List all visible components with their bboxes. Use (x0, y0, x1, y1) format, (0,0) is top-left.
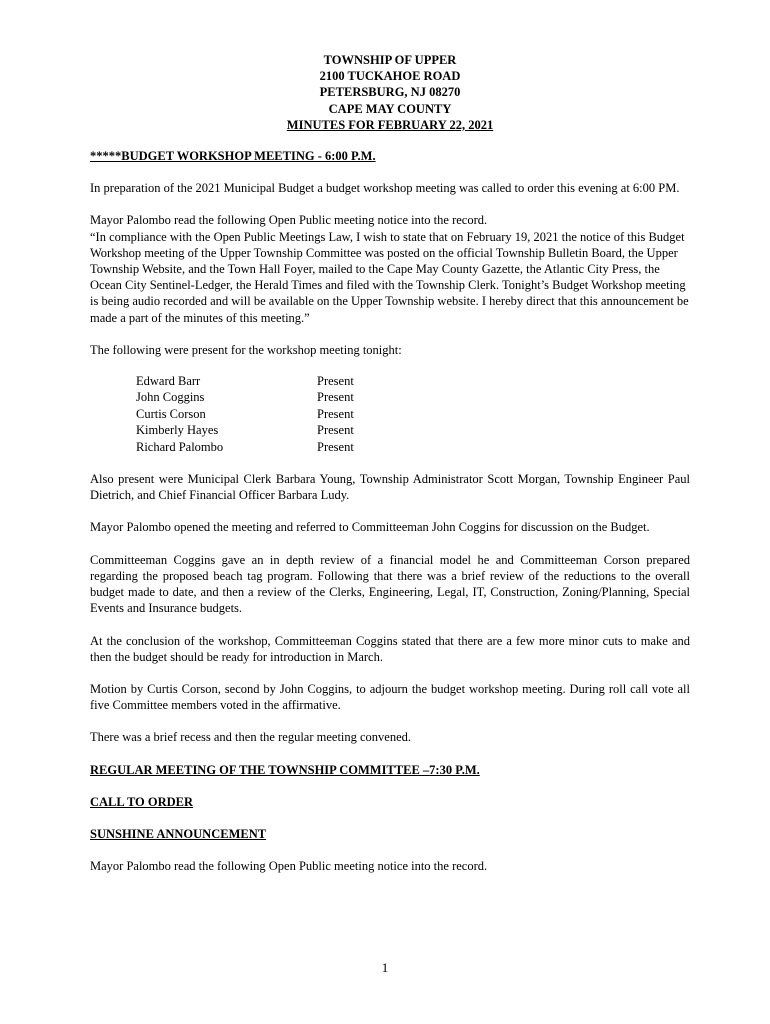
attendee-status: Present (317, 439, 354, 454)
paragraph-preparation: In preparation of the 2021 Municipal Budget a budget workshop meeting was called to order this evening at 6:00 PM. (90, 181, 680, 196)
attendance-row (136, 373, 354, 389)
attendee-name: Edward Barr (136, 374, 201, 389)
attendee-name: Kimberly Hayes (136, 423, 219, 438)
call-to-order-heading: CALL TO ORDER (90, 794, 194, 809)
attendance-row (136, 422, 354, 438)
attendance-table (136, 373, 354, 455)
attendance-row (136, 439, 354, 455)
paragraph-financial-review: Committeeman Coggins gave an in depth review of a financial model he and Committeeman Corson prepared regarding the proposed beach tag program. Following that there was a brief review of the reductions to the overall budget made to date, and then a review of the Clerks, Engineering, Legal, IT, Construction, Zoning/Planning, Special Events and Insurance budgets. (90, 552, 690, 616)
attendance-row (136, 406, 354, 422)
attendee-name: John Coggins (136, 390, 205, 405)
paragraph-notice-quote: “In compliance with the Open Public Meetings Law, I wish to state that on February 19, 2021 the notice of this Budget Workshop meeting of the Upper Township Committee was posted on the official Township Bulletin Board, the Upper Township Website, and the Town Hall Foyer, mailed to the Cape May County Gazette, the Atlantic City Press, the Ocean City Sentinel-Ledger, the Herald Times and filed with the Township Clerk. Tonight’s Budget Workshop meeting is being audio recorded and will be available on the Upper Township website. I hereby direct that this announcement be made a part of the minutes of this meeting.” (90, 229, 689, 325)
workshop-heading: *****BUDGET WORKSHOP MEETING - 6:00 P.M. (90, 149, 376, 164)
paragraph-meeting-opened: Mayor Palombo opened the meeting and referred to Committeeman John Coggins for discussion on the Budget. (90, 520, 650, 535)
attendee-status: Present (317, 423, 354, 438)
header-township: TOWNSHIP OF UPPER (323, 53, 457, 67)
attendee-name: Curtis Corson (136, 406, 206, 421)
header-minutes-date: MINUTES FOR FEBRUARY 22, 2021 (286, 117, 494, 132)
paragraph-also-present: Also present were Municipal Clerk Barbara Young, Township Administrator Scott Morgan, Township Engineer Paul Dietrich, and Chief Financial Officer Barbara Ludy. (90, 472, 690, 503)
header-city: PETERSBURG, NJ 08270 (319, 85, 461, 100)
sunshine-heading: SUNSHINE ANNOUNCEMENT (90, 826, 267, 841)
paragraph-notice-intro: Mayor Palombo read the following Open Public meeting notice into the record. (90, 213, 488, 228)
attendee-status: Present (317, 374, 354, 389)
regular-meeting-heading: REGULAR MEETING OF THE TOWNSHIP COMMITTEE –7:30 P.M. (90, 762, 480, 777)
header-address: 2100 TUCKAHOE ROAD (319, 69, 461, 84)
paragraph-motion-adjourn: Motion by Curtis Corson, second by John Coggins, to adjourn the budget workshop meeting. During roll call vote all five Committee members voted in the affirmative. (90, 681, 690, 713)
minutes-page (90, 52, 690, 874)
paragraph-recess: There was a brief recess and then the regular meeting convened. (90, 730, 412, 745)
attendee-status: Present (317, 406, 354, 421)
attendee-name: Richard Palombo (136, 439, 224, 454)
header-county: CAPE MAY COUNTY (328, 101, 452, 116)
document-header (90, 52, 690, 133)
paragraph-conclusion: At the conclusion of the workshop, Committeeman Coggins stated that there are a few more minor cuts to make and then the budget should be ready for introduction in March. (90, 633, 690, 664)
paragraph-present-intro: The following were present for the workshop meeting tonight: (90, 342, 402, 357)
attendee-status: Present (317, 390, 354, 405)
paragraph-sunshine-intro: Mayor Palombo read the following Open Public meeting notice into the record. (90, 859, 488, 874)
attendance-row (136, 389, 354, 405)
page-number: 1 (381, 960, 389, 975)
